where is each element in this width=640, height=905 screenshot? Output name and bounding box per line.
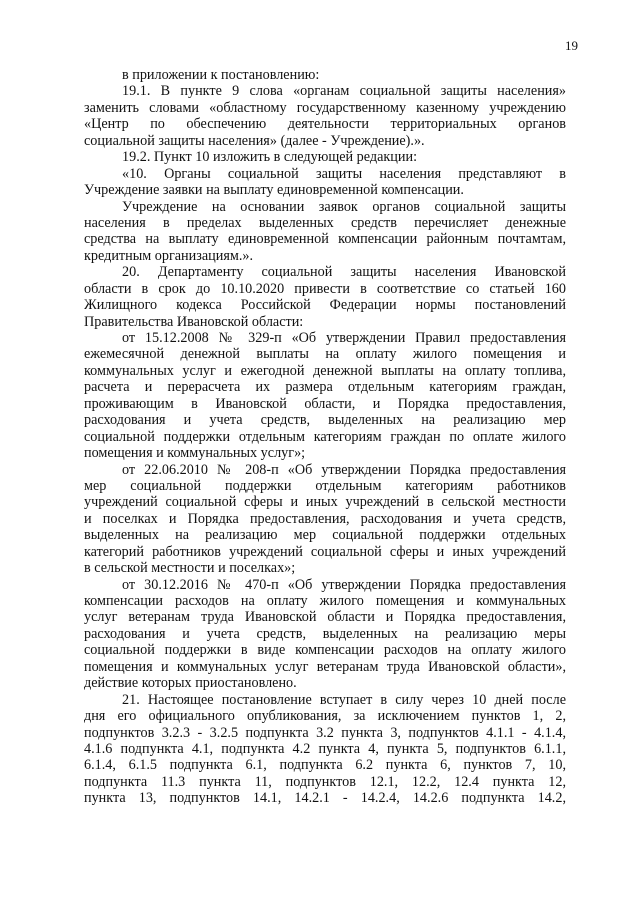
text-line: в приложении к постановлению: xyxy=(122,67,320,83)
text-line: коммунальных услуг и ежегодной денежной выплаты на оплату топлива, xyxy=(84,362,566,379)
text-line: 19.1. В пункте 9 слова «органам социальной защиты населения» xyxy=(122,83,566,100)
text-line: проживающим в Ивановской области, и Порядка предоставления, xyxy=(84,395,566,412)
text-line: в сельской местности и поселках»; xyxy=(84,560,296,577)
text-line: расчета и перерасчета их размера отдельным категориям граждан, xyxy=(84,379,566,396)
text-line: средства на выплату единовременной компенсации районным почтамтам, xyxy=(84,231,566,248)
text-line: 20. Департаменту социальной защиты населения Ивановской xyxy=(122,264,566,281)
text-line: действие которых приостановлено. xyxy=(84,675,297,692)
text-line: социальной защиты населения» (далее - Учреждение).». xyxy=(84,132,425,149)
text-line: 21. Настоящее постановление вступает в силу через 10 дней после xyxy=(122,691,566,708)
text-line: категорий работников учреждений социальной сферы и иных учреждений xyxy=(84,543,566,560)
text-line: услуг ветеранам труда Ивановской области и Порядка предоставления, xyxy=(84,609,566,626)
text-line: от 15.12.2008 № 329-п «Об утверждении Правил предоставления xyxy=(122,330,566,346)
text-line: учреждений социальной сферы и иных учреждений в сельской местности xyxy=(84,494,566,511)
text-line: «10. Органы социальной защиты населения представляют в xyxy=(122,165,566,182)
text-line: 4.1.6 подпункта 4.1, подпункта 4.2 пункта 4, пункта 5, подпунктов 6.1.1, xyxy=(84,740,566,757)
text-line: населения в пределах выделенных средств перечисляет денежные xyxy=(84,214,566,231)
text-line: дня его официального опубликования, за исключением пунктов 1, 2, xyxy=(84,708,566,725)
text-line: Правительства Ивановской области: xyxy=(84,313,304,330)
text-line: компенсации расходов на оплату жилого помещения и коммунальных xyxy=(84,593,566,609)
text-line: мер социальной поддержки отдельным категориям работников xyxy=(84,477,566,494)
document-body xyxy=(84,67,566,807)
text-line: помещения и коммунальных услуг»; xyxy=(84,445,306,462)
text-line: кредитным организациям.». xyxy=(84,247,254,264)
text-line: расходования и учета средств, выделенных на реализацию мер xyxy=(84,412,566,429)
text-line: области в срок до 10.10.2020 привести в соответствие со статьей 160 xyxy=(84,280,566,297)
text-line: Учреждение заявки на выплату единовременной компенсации. xyxy=(84,182,464,199)
text-line: пункта 13, подпунктов 14.1, 14.2.1 - 14.2.4, 14.2.6 подпункта 14.2, xyxy=(84,790,566,807)
text-line: от 30.12.2016 № 470-п «Об утверждении Порядка предоставления xyxy=(122,576,566,593)
text-line: ежемесячной денежной выплаты на оплату жилого помещения и xyxy=(84,346,566,363)
page-number: 19 xyxy=(565,38,578,53)
text-line: Жилищного кодекса Российской Федерации нормы постановлений xyxy=(84,297,566,314)
text-line: заменить словами «областному государственному казенному учреждению xyxy=(84,99,566,116)
text-line: помещения и коммунальных услуг ветеранам труда Ивановской области», xyxy=(84,658,566,675)
text-line: Учреждение на основании заявок органов социальной защиты xyxy=(122,198,566,215)
text-line: 6.1.4, 6.1.5 подпункта 6.1, подпункта 6.2 пункта 6, пунктов 7, 10, xyxy=(84,757,566,774)
text-line: социальной поддержки отдельным категориям граждан по оплате жилого xyxy=(84,428,566,445)
text-line: подпунктов 3.2.3 - 3.2.5 подпункта 3.2 пункта 3, подпунктов 4.1.1 - 4.1.4, xyxy=(84,724,566,741)
text-line: от 22.06.2010 № 208-п «Об утверждении Порядка предоставления xyxy=(122,461,566,478)
text-line: 19.2. Пункт 10 изложить в следующей редакции: xyxy=(122,149,418,166)
text-line: выделенных на реализацию мер социальной поддержки отдельных xyxy=(84,527,566,544)
text-line: и поселках и Порядка предоставления, расходования и учета средств, xyxy=(84,510,566,527)
text-line: расходования и учета средств, выделенных на реализацию меры xyxy=(84,625,566,642)
text-line: «Центр по обеспечению деятельности территориальных органов xyxy=(84,116,566,133)
text-line: социальной поддержки в виде компенсации расходов на оплату жилого xyxy=(84,642,566,659)
text-line: подпункта 11.3 пункта 11, подпунктов 12.1, 12.2, 12.4 пункта 12, xyxy=(84,773,566,790)
